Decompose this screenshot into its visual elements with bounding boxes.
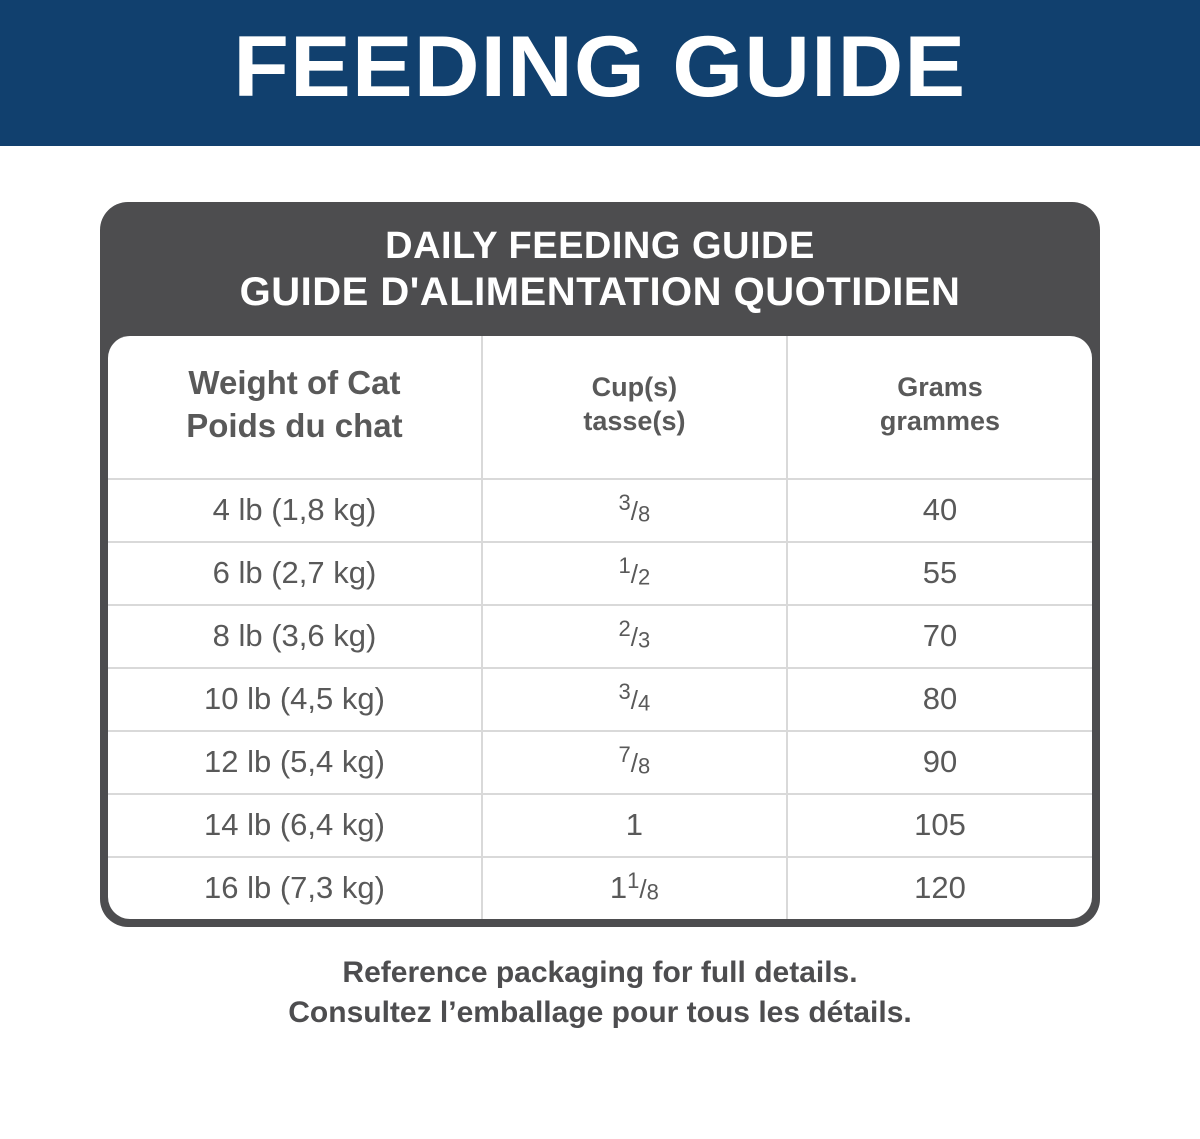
column-header-cups	[482, 336, 787, 479]
footnote-english: Reference packaging for full details.	[342, 955, 858, 989]
cups-denominator: 4	[638, 690, 651, 716]
table-row	[108, 668, 1092, 731]
cups-fraction	[618, 615, 651, 653]
cups-denominator: 8	[646, 879, 659, 905]
cell-weight: 4 lb (1,8 kg)	[108, 479, 482, 542]
fraction-slash: /	[630, 558, 639, 589]
cups-numerator: 2	[618, 615, 631, 641]
fraction-slash: /	[630, 621, 639, 652]
daily-feeding-guide-card	[100, 202, 1100, 927]
card-heading-english: DAILY FEEDING GUIDE	[385, 225, 815, 267]
table-row	[108, 731, 1092, 794]
cups-numerator: 1	[627, 867, 640, 893]
cell-cups	[482, 605, 787, 668]
cell-grams: 55	[787, 542, 1092, 605]
cell-weight: 8 lb (3,6 kg)	[108, 605, 482, 668]
cups-numerator: 1	[618, 552, 631, 578]
feeding-table-body	[108, 479, 1092, 919]
cell-cups	[482, 731, 787, 794]
column-header-weight	[108, 336, 482, 479]
column-header-cups-english: Cup(s)	[591, 372, 678, 403]
cell-weight: 16 lb (7,3 kg)	[108, 857, 482, 919]
card-heading-french: GUIDE D'ALIMENTATION QUOTIDIEN	[239, 269, 961, 314]
fraction-slash: /	[630, 495, 639, 526]
card-header	[100, 202, 1100, 336]
cell-grams: 80	[787, 668, 1092, 731]
cell-weight: 14 lb (6,4 kg)	[108, 794, 482, 857]
column-header-weight-english: Weight of Cat	[188, 364, 401, 402]
table-header-row	[108, 336, 1092, 479]
cups-denominator: 8	[638, 753, 651, 779]
page-title: FEEDING GUIDE	[233, 19, 967, 115]
cups-whole: 1	[625, 806, 644, 842]
cups-fraction	[627, 867, 659, 905]
cups-fraction	[618, 489, 651, 527]
feeding-guide-card-wrapper	[0, 146, 1200, 927]
column-header-cups-french: tasse(s)	[583, 405, 686, 436]
cell-cups	[482, 542, 787, 605]
cups-whole: 1	[609, 869, 628, 905]
column-header-grams-french: grammes	[879, 405, 1000, 436]
column-header-grams-english: Grams	[897, 372, 983, 403]
cell-weight: 10 lb (4,5 kg)	[108, 668, 482, 731]
fraction-slash: /	[639, 873, 647, 904]
cups-fraction	[618, 741, 651, 779]
cups-fraction	[618, 678, 651, 716]
cell-grams: 120	[914, 869, 966, 905]
cell-grams: 70	[787, 605, 1092, 668]
footnote	[0, 927, 1200, 1034]
column-header-weight-french: Poids du chat	[186, 406, 403, 444]
cups-fraction	[618, 552, 651, 590]
cell-weight: 6 lb (2,7 kg)	[108, 542, 482, 605]
fraction-slash: /	[630, 684, 639, 715]
cell-cups	[482, 794, 787, 857]
table-row	[108, 479, 1092, 542]
cups-numerator: 7	[618, 741, 631, 767]
cups-denominator: 2	[638, 564, 651, 590]
column-header-grams	[787, 336, 1092, 479]
fraction-slash: /	[630, 747, 639, 778]
feeding-table	[108, 336, 1092, 919]
footnote-french: Consultez l’emballage pour tous les détails.	[288, 996, 912, 1030]
cups-denominator: 3	[638, 627, 651, 653]
cell-cups	[482, 857, 787, 919]
cell-cups	[482, 668, 787, 731]
cell-grams: 105	[787, 794, 1092, 857]
feeding-guide-banner	[0, 0, 1200, 146]
cell-grams: 40	[787, 479, 1092, 542]
table-row	[108, 605, 1092, 668]
cell-grams: 90	[787, 731, 1092, 794]
table-row	[108, 794, 1092, 857]
cups-numerator: 3	[618, 678, 631, 704]
table-row	[108, 857, 1092, 919]
cups-denominator: 8	[638, 501, 651, 527]
cell-cups	[482, 479, 787, 542]
table-row	[108, 542, 1092, 605]
feeding-table-container	[108, 336, 1092, 919]
cups-numerator: 3	[618, 489, 631, 515]
cell-weight: 12 lb (5,4 kg)	[108, 731, 482, 794]
